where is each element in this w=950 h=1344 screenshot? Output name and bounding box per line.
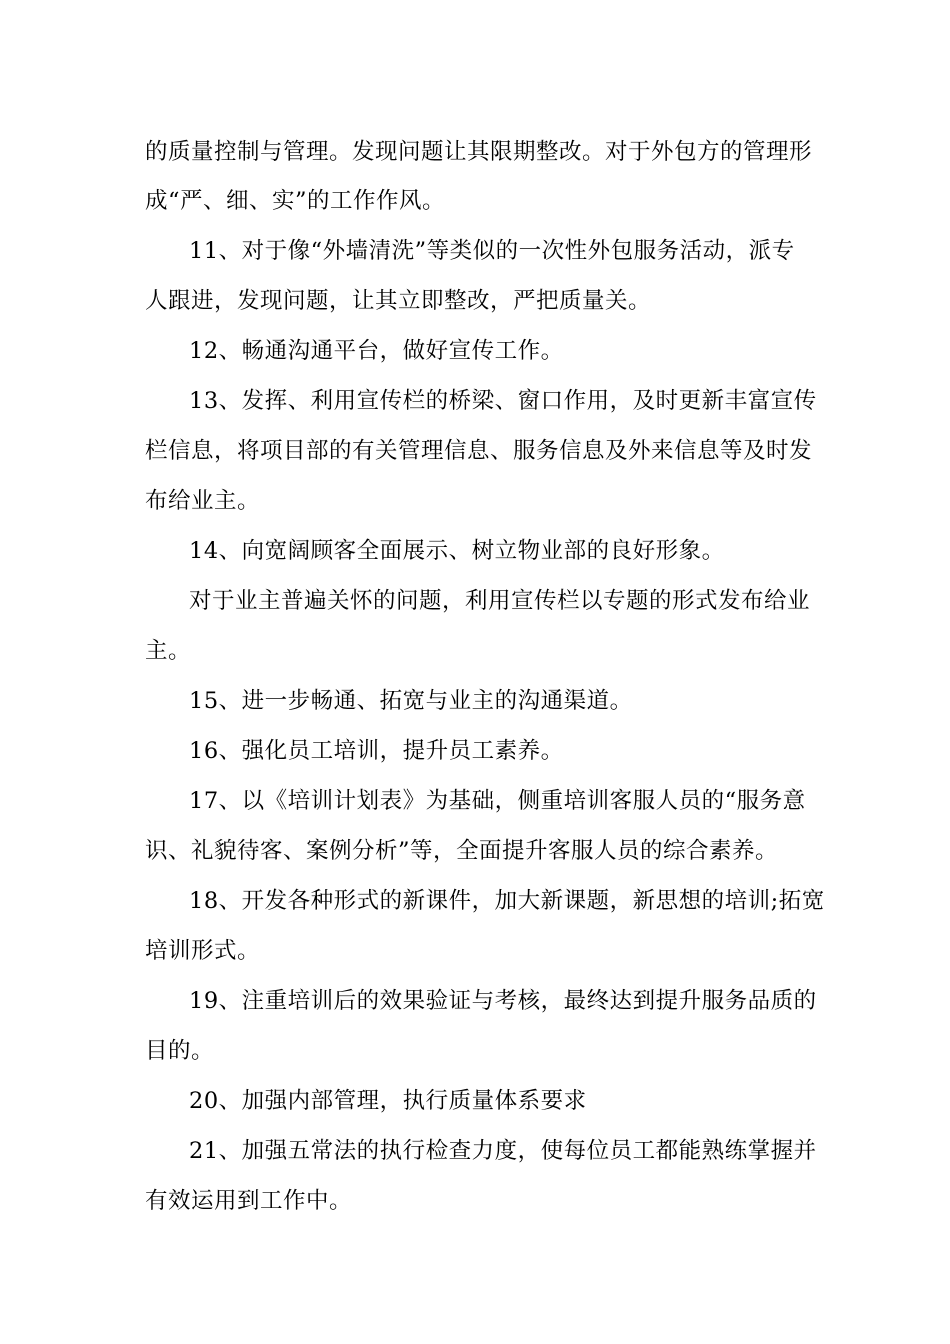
text-line: 人跟进，发现问题，让其立即整改，严把质量关。: [145, 288, 652, 314]
text-line: 的质量控制与管理。发现问题让其限期整改。对于外包方的管理形: [145, 139, 813, 165]
text-line: 培训形式。: [145, 938, 261, 964]
text-line: 有效运用到工作中。: [145, 1188, 353, 1214]
text-line: 目的。: [145, 1038, 215, 1064]
text-line: 12、畅通沟通平台，做好宣传工作。: [189, 338, 564, 364]
text-line: 成“严、细、实”的工作作风。: [145, 188, 446, 214]
text-line: 识、礼貌待客、案例分析”等，全面提升客服人员的综合素养。: [145, 838, 779, 864]
text-line: 布给业主。: [145, 488, 261, 514]
text-line: 11、对于像“外墙清洗”等类似的一次性外包服务活动，派专: [189, 238, 795, 264]
text-line: 13、发挥、利用宣传栏的桥梁、窗口作用，及时更新丰富宣传: [189, 388, 817, 414]
text-line: 19、注重培训后的效果验证与考核，最终达到提升服务品质的: [189, 988, 817, 1014]
text-line: 21、加强五常法的执行检查力度，使每位员工都能熟练掌握并: [189, 1138, 817, 1164]
text-line: 16、强化员工培训，提升员工素养。: [189, 738, 564, 764]
text-line: 对于业主普遍关怀的问题，利用宣传栏以专题的形式发布给业: [189, 588, 811, 614]
text-line: 20、加强内部管理，执行质量体系要求: [189, 1088, 587, 1114]
text-line: 栏信息，将项目部的有关管理信息、服务信息及外来信息等及时发: [145, 438, 813, 464]
text-line: 18、开发各种形式的新课件，加大新课题，新思想的培训;拓宽: [189, 888, 825, 914]
text-line: 17、以《培训计划表》为基础，侧重培训客服人员的“服务意: [189, 788, 806, 814]
text-line: 15、进一步畅通、拓宽与业主的沟通渠道。: [189, 688, 633, 714]
text-line: 14、向宽阔顾客全面展示、树立物业部的良好形象。: [189, 538, 725, 564]
text-line: 主。: [145, 638, 192, 664]
